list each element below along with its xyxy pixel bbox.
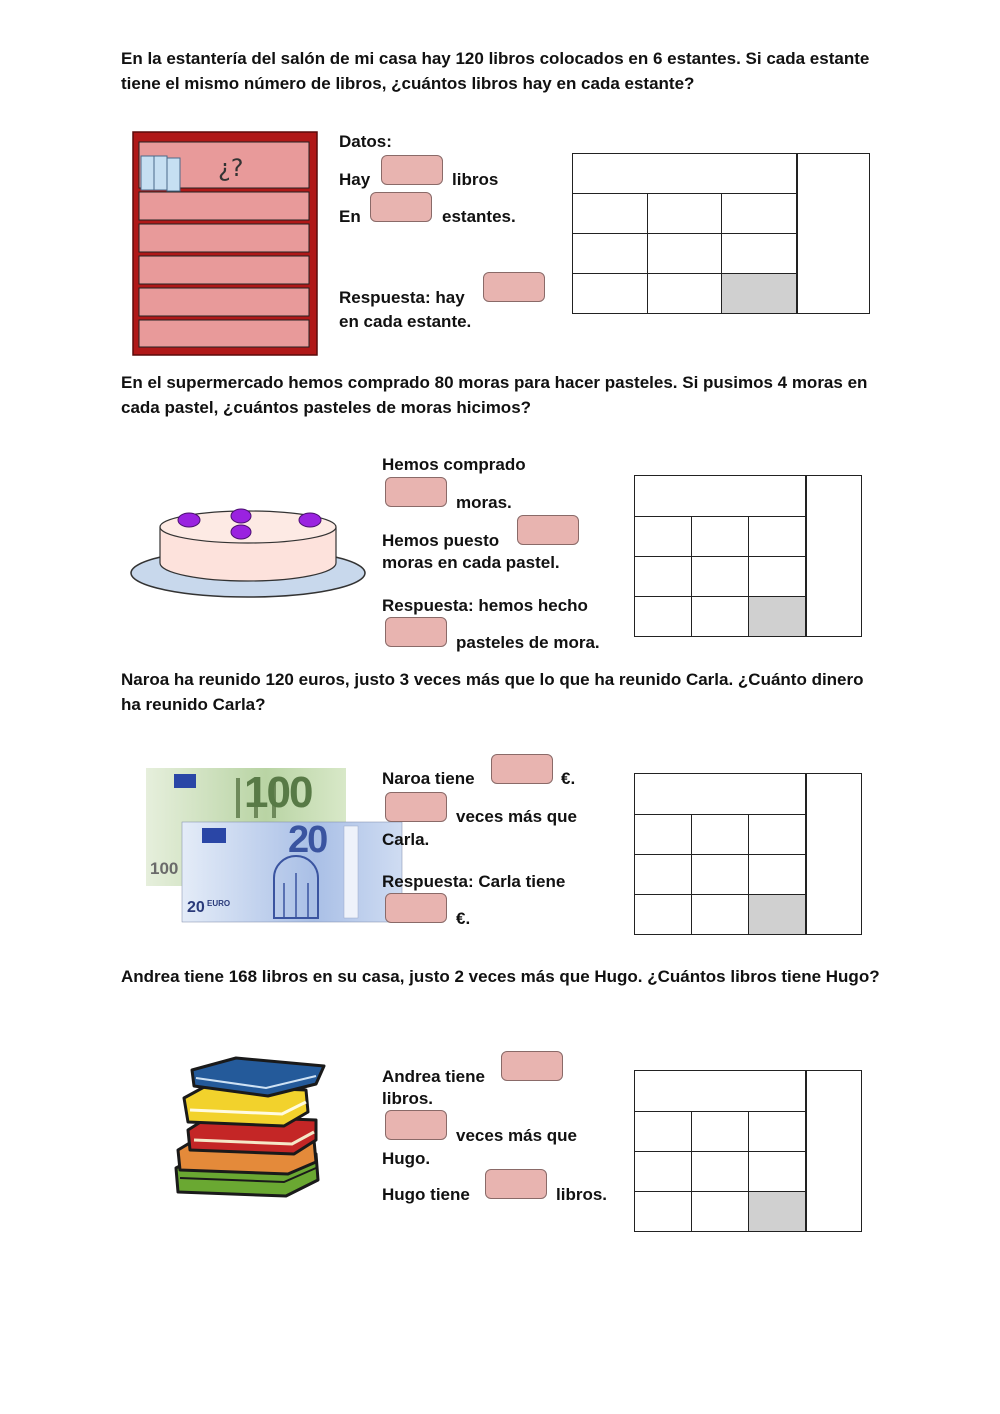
grid-cell[interactable] — [648, 234, 722, 274]
grid-cell[interactable] — [692, 517, 749, 557]
grid-cell[interactable] — [635, 1112, 692, 1152]
grid-cell[interactable] — [635, 597, 692, 636]
text-veces-mas-que: veces más que — [456, 807, 577, 826]
text-euro-sign-2: €. — [456, 909, 471, 928]
text-hemos-puesto: Hemos puesto — [382, 531, 500, 550]
cake-image — [130, 505, 370, 600]
shaded-grid-cell — [722, 274, 797, 313]
division-grid-1 — [572, 153, 870, 314]
text-carla: Carla. — [382, 830, 430, 849]
dividend-cell[interactable] — [635, 774, 806, 815]
data-heading: Datos: — [339, 132, 392, 151]
division-grid-3 — [634, 773, 862, 935]
grid-cell[interactable] — [749, 815, 806, 855]
answer-input-times-2[interactable] — [385, 1110, 447, 1140]
answer-input-shelves[interactable] — [370, 192, 432, 222]
grid-cell[interactable] — [749, 1152, 806, 1192]
grid-cell[interactable] — [722, 194, 797, 234]
answer-input-berries-per-cake[interactable] — [517, 515, 579, 545]
shelf-question-mark: ¿? — [218, 154, 244, 182]
grid-cell[interactable] — [573, 194, 648, 234]
answer-input-result-1[interactable] — [483, 272, 545, 302]
shaded-grid-cell — [749, 1192, 806, 1231]
grid-cell[interactable] — [749, 1112, 806, 1152]
text-respuesta-hay: Respuesta: hay — [339, 288, 465, 307]
grid-cell[interactable] — [749, 517, 806, 557]
question-2: En el supermercado hemos comprado 80 moras para hacer pasteles. Si pusimos 4 moras en cada pastel, ¿cuántos pasteles de moras hicimos? — [121, 373, 868, 417]
text-hay: Hay — [339, 170, 371, 189]
answer-input-result-3[interactable] — [385, 893, 447, 923]
shaded-grid-cell — [749, 597, 806, 636]
division-grid-2 — [634, 475, 862, 637]
text-andrea-tiene: Andrea tiene — [382, 1067, 485, 1086]
book-stack-image — [166, 1050, 328, 1200]
answer-input-books-total[interactable] — [381, 155, 443, 185]
question-4: Andrea tiene 168 libros en su casa, justo 2 veces más que Hugo. ¿Cuántos libros tiene Hugo? — [121, 967, 880, 986]
answer-input-naroa-euros[interactable] — [491, 754, 553, 784]
grid-cell[interactable] — [573, 234, 648, 274]
question-1: En la estantería del salón de mi casa hay 120 libros colocados en 6 estantes. Si cada estante tiene el mismo número de libros, ¿cuántos libros hay en cada estante? — [121, 49, 870, 93]
text-hemos-comprado: Hemos comprado — [382, 455, 526, 474]
banknote-100-small: 100 — [150, 859, 179, 878]
grid-cell[interactable] — [648, 274, 722, 313]
text-naroa-tiene: Naroa tiene — [382, 769, 475, 788]
grid-cell[interactable] — [635, 815, 692, 855]
grid-cell[interactable] — [692, 855, 749, 895]
text-moras: moras. — [456, 493, 512, 512]
grid-cell[interactable] — [692, 597, 749, 636]
grid-cell[interactable] — [635, 1192, 692, 1231]
grid-cell[interactable] — [635, 1152, 692, 1192]
grid-cell[interactable] — [692, 815, 749, 855]
banknote-20-small: 20 — [187, 899, 205, 916]
text-respuesta-carla-tiene: Respuesta: Carla tiene — [382, 872, 566, 891]
grid-cell[interactable] — [692, 1192, 749, 1231]
divisor-cell[interactable] — [797, 154, 869, 313]
grid-cell[interactable] — [635, 557, 692, 597]
banknote-20-euro: EURO — [207, 899, 231, 908]
grid-cell[interactable] — [692, 1152, 749, 1192]
answer-input-result-4[interactable] — [485, 1169, 547, 1199]
answer-input-berries-total[interactable] — [385, 477, 447, 507]
text-libros-andrea: libros. — [382, 1089, 434, 1108]
text-veces-mas-que-2: veces más que — [456, 1126, 577, 1145]
grid-cell[interactable] — [573, 274, 648, 313]
text-estantes: estantes. — [442, 207, 516, 226]
text-hugo: Hugo. — [382, 1149, 431, 1168]
text-respuesta-hemos-hecho: Respuesta: hemos hecho — [382, 596, 588, 615]
grid-cell[interactable] — [635, 517, 692, 557]
divisor-cell[interactable] — [806, 476, 861, 636]
grid-cell[interactable] — [722, 234, 797, 274]
answer-input-result-2[interactable] — [385, 617, 447, 647]
banknote-100-numeral: 100 — [244, 768, 312, 817]
grid-cell[interactable] — [635, 895, 692, 934]
question-3: Naroa ha reunido 120 euros, justo 3 veces más que lo que ha reunido Carla. ¿Cuánto dinero ha reunido Carla? — [121, 670, 864, 714]
grid-cell[interactable] — [635, 855, 692, 895]
grid-cell[interactable] — [749, 855, 806, 895]
dividend-cell[interactable] — [635, 476, 806, 517]
text-pasteles-de-mora: pasteles de mora. — [456, 633, 600, 652]
text-euro-sign: €. — [561, 769, 576, 788]
grid-cell[interactable] — [648, 194, 722, 234]
grid-cell[interactable] — [692, 557, 749, 597]
dividend-cell[interactable] — [635, 1071, 806, 1112]
text-libros-hugo: libros. — [556, 1185, 608, 1204]
answer-input-andrea-books[interactable] — [501, 1051, 563, 1081]
text-moras-cada-pastel: moras en cada pastel. — [382, 553, 560, 572]
answer-input-times[interactable] — [385, 792, 447, 822]
text-en: En — [339, 207, 361, 226]
text-hugo-tiene: Hugo tiene — [382, 1185, 470, 1204]
text-libros: libros — [452, 170, 499, 189]
dividend-cell[interactable] — [573, 154, 797, 194]
banknote-20-numeral: 20 — [288, 819, 327, 861]
grid-cell[interactable] — [692, 895, 749, 934]
shaded-grid-cell — [749, 895, 806, 934]
divisor-cell[interactable] — [806, 774, 861, 934]
division-grid-4 — [634, 1070, 862, 1232]
divisor-cell[interactable] — [806, 1071, 861, 1231]
text-en-cada-estante: en cada estante. — [339, 312, 472, 331]
grid-cell[interactable] — [692, 1112, 749, 1152]
grid-cell[interactable] — [749, 557, 806, 597]
